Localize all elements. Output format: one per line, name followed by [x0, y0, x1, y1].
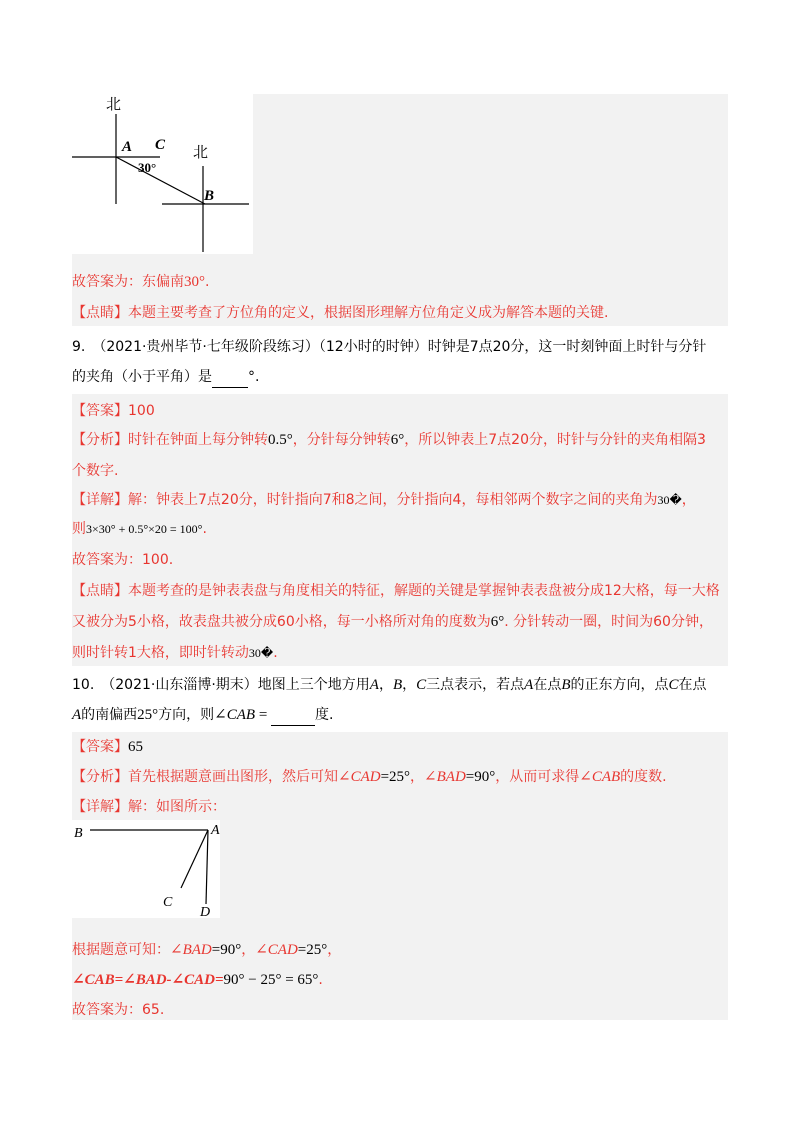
angle-30-label: 30° [138, 160, 157, 175]
q10-stem-line2: A的南偏西25°方向，则∠CAB = 度. [72, 705, 334, 726]
q10-calc: ∠CAB=∠BAD-∠CAD=90° − 25° = 65°. [72, 972, 323, 988]
q8-dianjing: 【点睛】本题主要考查了方位角的定义，根据图形理解方位角定义成为解答本题的关键. [72, 305, 609, 321]
q9-analysis-line1: 【分析】时针在钟面上每分钟转0.5°，分针每分钟转6°，所以钟表上7点20分，时针与分针的夹角相隔3 [72, 432, 706, 448]
q9-dianjing-line3: 则时针转1大格，即时针转动30�. [72, 645, 278, 661]
direction-diagram-1 [72, 94, 253, 254]
point-b-label: B [74, 826, 83, 841]
q9-stem-line1: 9. （2021·贵州毕节·七年级阶段练习）（12小时的时钟）时钟是7点20分，这一时刻钟面上时针与分针 [72, 339, 707, 355]
q10-known: 根据题意可知：∠BAD=90°，∠CAD=25°， [72, 942, 342, 958]
q9-answer: 【答案】100 [72, 403, 155, 419]
q9-stem-line2: 的夹角（小于平角）是 °. [72, 367, 259, 388]
q9-dianjing-line1: 【点睛】本题考查的是钟表表盘与角度相关的特征，解题的关键是掌握钟表表盘被分成12大格，每一大格 [72, 583, 720, 599]
direction-figure-1 [72, 94, 253, 254]
q10-detail: 【详解】解：如图所示： [72, 799, 226, 815]
q9-conclusion: 故答案为：100. [72, 552, 174, 568]
q9-dianjing-line2: 又被分为5小格，故表盘共被分成60小格，每一小格所对角的度数为6°. 分针转动一圈，时间为60分钟， [72, 614, 713, 630]
q9-analysis-line2: 个数字. [72, 463, 119, 479]
point-b-label: B [204, 188, 215, 204]
q10-stem-line1: 10. （2021·山东淄博·期末）地图上三个地方用A，B，C三点表示，若点A在点B的正东方向，点C在点 [72, 677, 707, 693]
q10-answer: 【答案】65 [72, 739, 143, 755]
direction-figure-2 [72, 820, 220, 918]
q9-detail-line1: 【详解】解：钟表上7点20分，时针指向7和8之间，分针指向4，每相邻两个数字之间的夹角为30�， [72, 492, 696, 508]
q10-analysis: 【分析】首先根据题意画出图形，然后可知∠CAD=25°，∠BAD=90°，从而可求得∠CAB的度数. [72, 769, 667, 785]
answer-blank [271, 705, 315, 726]
direction-diagram-2 [72, 820, 220, 918]
point-a-label: A [122, 139, 133, 155]
point-d-label: D [200, 905, 211, 918]
q8-conclusion: 故答案为：东偏南30°. [72, 274, 210, 290]
north-label-1: 北 [106, 97, 122, 113]
point-a-label: A [211, 823, 220, 838]
north-label-2: 北 [193, 145, 209, 161]
answer-blank [212, 367, 248, 388]
point-c-label: C [155, 137, 166, 153]
q10-conclusion: 故答案为：65. [72, 1002, 165, 1018]
q9-detail-line2: 则3×30° + 0.5°×20 = 100°. [72, 521, 207, 537]
point-c-label: C [163, 895, 173, 910]
